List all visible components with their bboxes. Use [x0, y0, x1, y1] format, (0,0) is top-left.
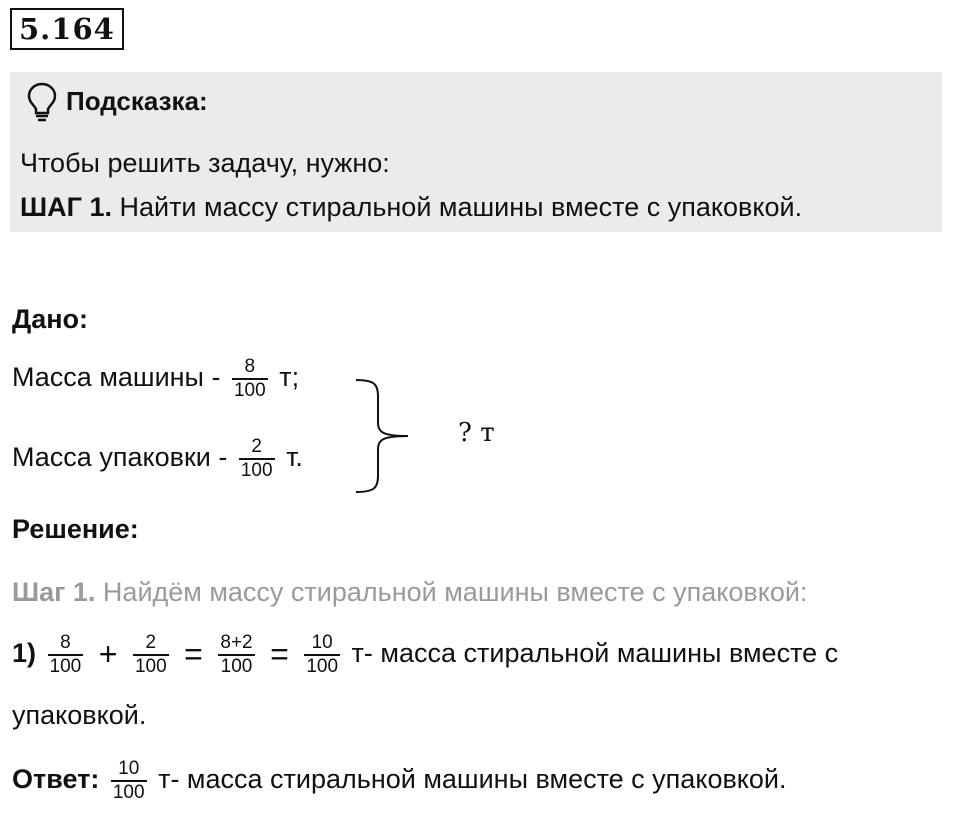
- package-unit: т.: [286, 441, 303, 472]
- answer-label: Ответ:: [12, 763, 100, 794]
- problem-number: 5.164: [10, 8, 124, 50]
- machine-unit: т;: [279, 361, 300, 392]
- curly-brace: [352, 376, 412, 496]
- hint-step: [20, 192, 802, 223]
- answer-text: т- масса стиральной машины вместе с упаковкой.: [158, 763, 787, 794]
- item-label: 1): [12, 637, 37, 668]
- fraction-4: $\frac{10}{100}$: [306, 632, 339, 677]
- given-machine-mass: [12, 356, 299, 402]
- fraction-2: $\frac{2}{100}$: [134, 632, 167, 677]
- result-text: т- масса стиральной машины вместе с: [351, 637, 839, 668]
- package-fraction: $\frac{2}{100}$: [240, 436, 273, 481]
- lightbulb-icon: [26, 82, 58, 122]
- package-label: Масса упаковки -: [12, 441, 228, 472]
- machine-label: Масса машины -: [12, 361, 221, 392]
- hint-step-text: Найти массу стиральной машины вместе с упаковкой.: [111, 192, 803, 222]
- given-package-mass: [12, 436, 303, 482]
- solution-step: [12, 577, 807, 608]
- hint-box: [10, 72, 942, 232]
- hint-title: Подсказка:: [66, 86, 208, 116]
- plus-sign: +: [98, 636, 118, 673]
- given-heading: Дано:: [12, 304, 89, 334]
- equals-sign-2: =: [270, 636, 289, 673]
- unknown-question: ? т: [458, 418, 495, 448]
- solution-step-text: Найдём массу стиральной машины вместе с упаковкой:: [95, 577, 808, 607]
- equals-sign-1: =: [184, 636, 203, 673]
- calculation-line: [12, 632, 838, 678]
- solution-heading: Решение:: [12, 514, 139, 544]
- answer-line: [12, 758, 787, 804]
- hint-intro: Чтобы решить задачу, нужно:: [20, 148, 390, 178]
- answer-fraction: $\frac{10}{100}$: [112, 758, 145, 803]
- result-text-cont: упаковкой.: [12, 700, 147, 730]
- machine-fraction: $\frac{8}{100}$: [233, 356, 266, 401]
- hint-step-label: ШАГ 1.: [20, 192, 112, 222]
- fraction-1: $\frac{8}{100}$: [49, 632, 82, 677]
- fraction-3: $\frac{8+2}{100}$: [220, 632, 253, 677]
- solution-step-label: Шаг 1.: [12, 577, 96, 607]
